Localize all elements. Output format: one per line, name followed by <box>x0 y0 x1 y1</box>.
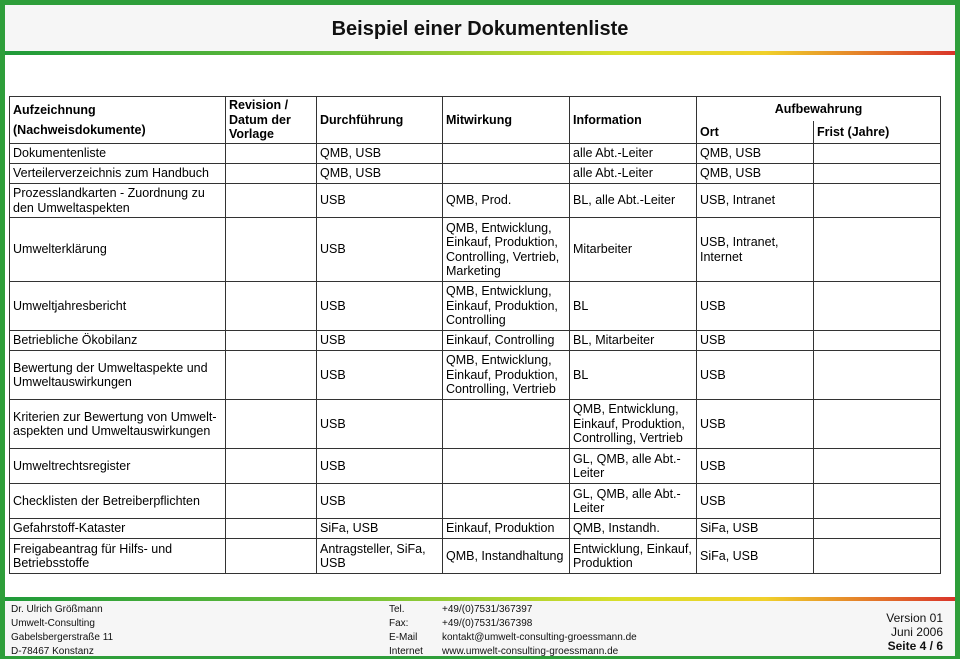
cell-durchfuehrung: USB <box>317 282 443 331</box>
cell-mitwirkung <box>443 400 570 449</box>
cell-information: alle Abt.-Leiter <box>570 164 697 184</box>
cell-ort: QMB, USB <box>697 144 814 164</box>
cell-mitwirkung: QMB, Instandhaltung <box>443 539 570 574</box>
cell-mitwirkung: Einkauf, Controlling <box>443 331 570 351</box>
cell-ort: USB <box>697 484 814 519</box>
table-row <box>10 331 941 351</box>
cell-aufzeichnung: Bewertung der Umweltaspekte und Umweltauswirkungen <box>10 351 226 400</box>
footer-contact-labels <box>389 603 423 659</box>
cell-ort: USB, Intranet, Internet <box>697 218 814 282</box>
cell-ort: USB <box>697 400 814 449</box>
table-row <box>10 282 941 331</box>
cell-durchfuehrung: USB <box>317 449 443 484</box>
table-row <box>10 484 941 519</box>
cell-durchfuehrung: USB <box>317 331 443 351</box>
table-row <box>10 184 941 218</box>
footer-page-number: Seite 4 / 6 <box>887 639 943 653</box>
cell-aufzeichnung: Umwelterklärung <box>10 218 226 282</box>
cell-revision <box>226 331 317 351</box>
cell-information: QMB, Instandh. <box>570 519 697 539</box>
cell-durchfuehrung: QMB, USB <box>317 164 443 184</box>
cell-revision <box>226 449 317 484</box>
cell-frist <box>814 519 941 539</box>
cell-durchfuehrung: QMB, USB <box>317 144 443 164</box>
cell-mitwirkung <box>443 164 570 184</box>
cell-frist <box>814 539 941 574</box>
footer-fax-label: Fax: <box>389 618 409 629</box>
table-row <box>10 539 941 574</box>
cell-aufzeichnung: Prozesslandkarten - Zuordnung zu den Umweltaspekten <box>10 184 226 218</box>
cell-frist <box>814 484 941 519</box>
table-row <box>10 218 941 282</box>
cell-revision <box>226 218 317 282</box>
cell-durchfuehrung: USB <box>317 184 443 218</box>
cell-ort: USB <box>697 351 814 400</box>
cell-durchfuehrung: USB <box>317 351 443 400</box>
footer-tel: +49/(0)7531/367397 <box>442 604 533 615</box>
footer-city: D-78467 Konstanz <box>11 646 94 657</box>
cell-frist <box>814 400 941 449</box>
header-ort: Ort <box>697 121 814 144</box>
cell-mitwirkung: QMB, Entwicklung, Einkauf, Produktion, Controlling <box>443 282 570 331</box>
cell-mitwirkung <box>443 449 570 484</box>
cell-aufzeichnung: Freigabeantrag für Hilfs- und Betriebsstoffe <box>10 539 226 574</box>
cell-information: Mitarbeiter <box>570 218 697 282</box>
header-mitwirkung: Mitwirkung <box>443 97 570 144</box>
footer-version: Version 01 <box>886 611 943 625</box>
cell-durchfuehrung: USB <box>317 218 443 282</box>
cell-information: QMB, Entwicklung, Einkauf, Produktion, Controlling, Vertrieb <box>570 400 697 449</box>
cell-frist <box>814 282 941 331</box>
footer-email-link[interactable]: kontakt@umwelt-consulting-groessmann.de <box>442 632 637 643</box>
cell-ort: USB <box>697 282 814 331</box>
footer-fax: +49/(0)7531/367398 <box>442 618 533 629</box>
cell-aufzeichnung: Umweltrechtsregister <box>10 449 226 484</box>
cell-ort: USB, Intranet <box>697 184 814 218</box>
cell-frist <box>814 144 941 164</box>
footer-contact-values <box>442 603 637 659</box>
cell-information: BL, alle Abt.-Leiter <box>570 184 697 218</box>
footer-street: Gabelsbergerstraße 11 <box>11 632 114 643</box>
cell-mitwirkung: QMB, Entwicklung, Einkauf, Produktion, Controlling, Vertrieb <box>443 351 570 400</box>
cell-ort: SiFa, USB <box>697 519 814 539</box>
footer-tel-label: Tel. <box>389 604 405 615</box>
footer-company: Umwelt-Consulting <box>11 618 95 629</box>
table-row <box>10 144 941 164</box>
cell-information: GL, QMB, alle Abt.-Leiter <box>570 484 697 519</box>
cell-ort: SiFa, USB <box>697 539 814 574</box>
cell-information: BL, Mitarbeiter <box>570 331 697 351</box>
cell-aufzeichnung: Umweltjahresbericht <box>10 282 226 331</box>
cell-frist <box>814 351 941 400</box>
cell-durchfuehrung: SiFa, USB <box>317 519 443 539</box>
cell-revision <box>226 184 317 218</box>
cell-aufzeichnung: Dokumentenliste <box>10 144 226 164</box>
cell-information: alle Abt.-Leiter <box>570 144 697 164</box>
cell-revision <box>226 400 317 449</box>
table-row <box>10 519 941 539</box>
cell-mitwirkung <box>443 144 570 164</box>
header-aufbewahrung: Aufbewahrung <box>697 97 941 121</box>
table-row <box>10 400 941 449</box>
header-aufzeichnung: Aufzeichnung (Nachweisdokumente) <box>10 97 226 144</box>
page-header <box>5 5 955 51</box>
cell-frist <box>814 218 941 282</box>
cell-frist <box>814 164 941 184</box>
cell-durchfuehrung: USB <box>317 484 443 519</box>
cell-frist <box>814 449 941 484</box>
cell-revision <box>226 164 317 184</box>
footer-name: Dr. Ulrich Größmann <box>11 604 103 615</box>
footer-internet-label: Internet <box>389 646 423 657</box>
cell-aufzeichnung: Verteilerverzeichnis zum Handbuch <box>10 164 226 184</box>
cell-aufzeichnung: Betriebliche Ökobilanz <box>10 331 226 351</box>
cell-revision <box>226 144 317 164</box>
cell-mitwirkung <box>443 484 570 519</box>
cell-aufzeichnung: Checklisten der Betreiberpflichten <box>10 484 226 519</box>
cell-aufzeichnung: Kriterien zur Bewertung von Umwelt-aspekten und Umweltauswirkungen <box>10 400 226 449</box>
cell-revision <box>226 282 317 331</box>
document-table <box>9 96 941 574</box>
cell-ort: USB <box>697 331 814 351</box>
table-row <box>10 164 941 184</box>
cell-mitwirkung: QMB, Prod. <box>443 184 570 218</box>
cell-information: GL, QMB, alle Abt.-Leiter <box>570 449 697 484</box>
table-body <box>10 144 941 574</box>
table-row <box>10 449 941 484</box>
cell-information: BL <box>570 351 697 400</box>
cell-durchfuehrung: Antragsteller, SiFa, USB <box>317 539 443 574</box>
cell-information: BL <box>570 282 697 331</box>
header-gradient-bar <box>5 51 955 55</box>
cell-revision <box>226 484 317 519</box>
cell-frist <box>814 184 941 218</box>
table-row <box>10 351 941 400</box>
cell-mitwirkung: QMB, Entwicklung, Einkauf, Produktion, Controlling, Vertrieb, Marketing <box>443 218 570 282</box>
page-title: Beispiel einer Dokumentenliste <box>331 18 629 40</box>
cell-revision <box>226 539 317 574</box>
cell-frist <box>814 331 941 351</box>
cell-durchfuehrung: USB <box>317 400 443 449</box>
cell-aufzeichnung: Gefahrstoff-Kataster <box>10 519 226 539</box>
header-frist: Frist (Jahre) <box>814 121 941 144</box>
footer-date: Juni 2006 <box>890 625 943 639</box>
footer-website-link[interactable]: www.umwelt-consulting-groessmann.de <box>442 646 619 657</box>
footer-version-block <box>886 611 943 653</box>
header-durchfuehrung: Durchführung <box>317 97 443 144</box>
cell-revision <box>226 519 317 539</box>
page-footer <box>5 601 955 656</box>
footer-address <box>11 603 113 659</box>
header-revision: Revision / Datum der Vorlage <box>226 97 317 144</box>
footer-email-label: E-Mail <box>389 632 418 643</box>
cell-ort: QMB, USB <box>697 164 814 184</box>
cell-revision <box>226 351 317 400</box>
cell-mitwirkung: Einkauf, Produktion <box>443 519 570 539</box>
cell-information: Entwicklung, Einkauf, Produktion <box>570 539 697 574</box>
cell-ort: USB <box>697 449 814 484</box>
header-information: Information <box>570 97 697 144</box>
